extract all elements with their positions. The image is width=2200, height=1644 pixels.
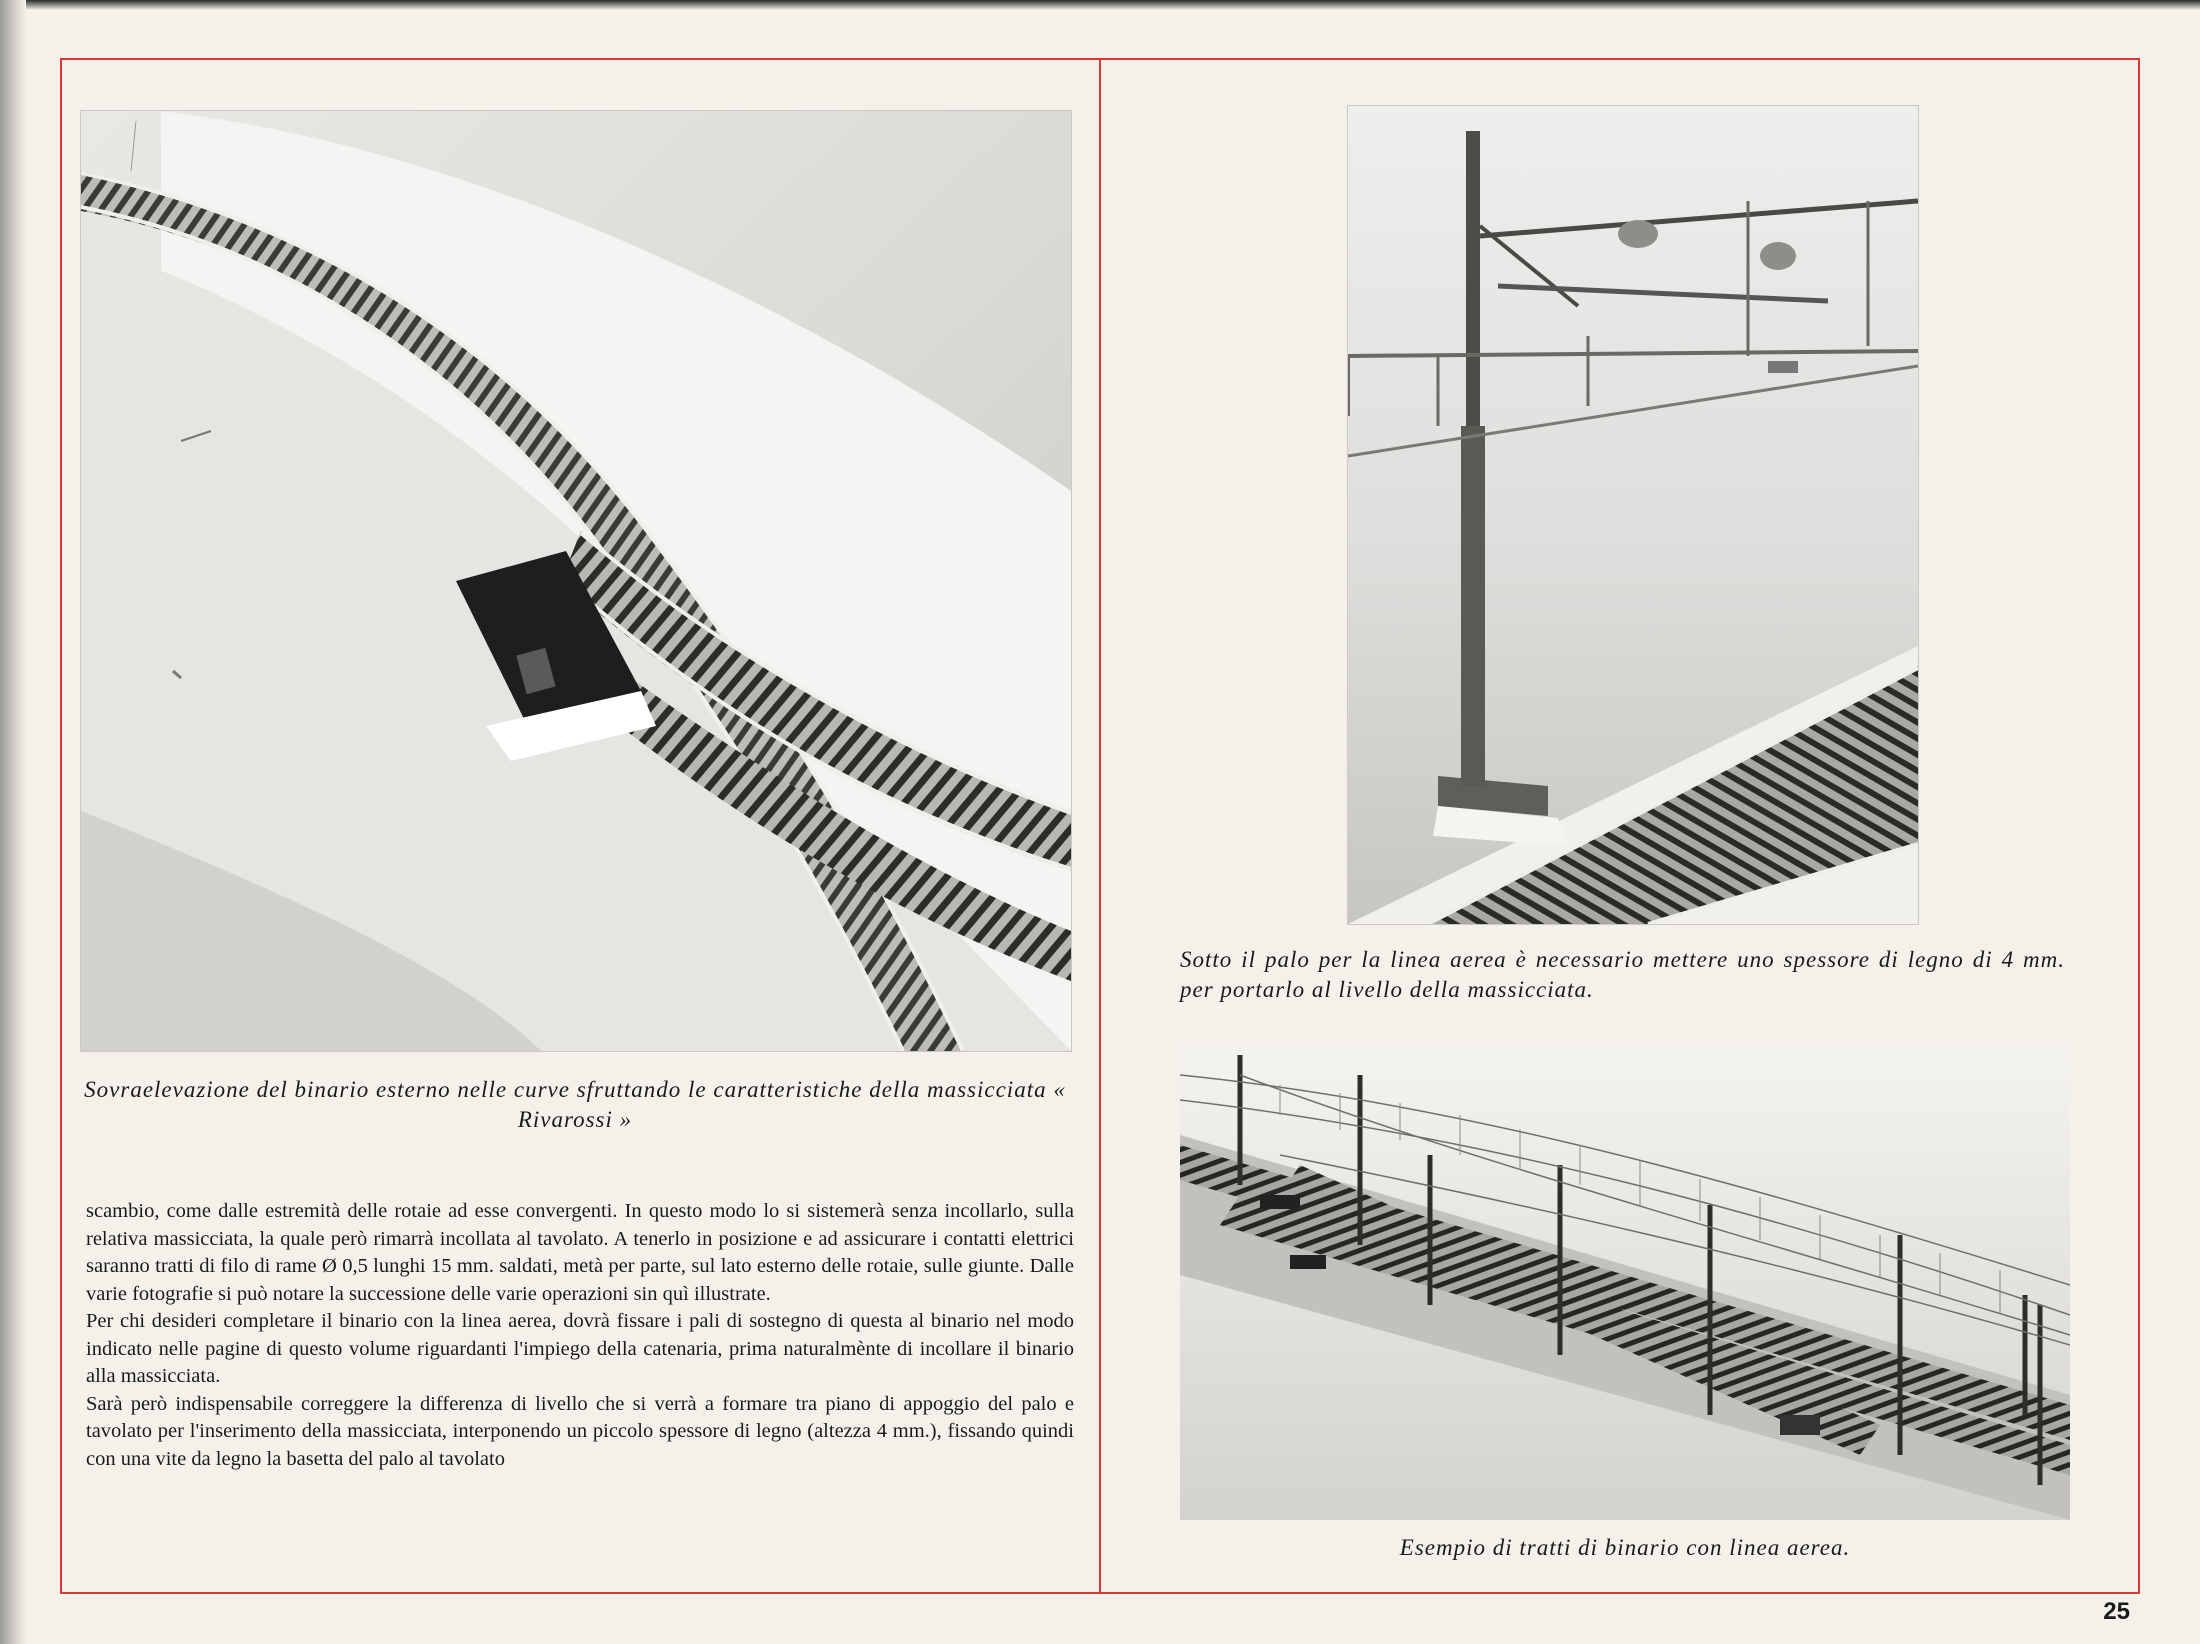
caption-right-bottom-photo: Esempio di tratti di binario con linea aerea. bbox=[1399, 1535, 1851, 1560]
caption-left-photo: Sovraelevazione del binario esterno nelle curve sfruttando le caratteristiche della massicciata « Rivarossi » bbox=[84, 1077, 1066, 1132]
body-paragraph: Per chi desideri completare il binario con la linea aerea, dovrà fissare i pali di sostegno di questa al binario nel modo indicato nelle pagine di questo volume riguardanti l'impiego della catenaria, prima naturalmènte di incollare il binario alla massicciata. bbox=[86, 1310, 1074, 1387]
photo-catenary-mast bbox=[1347, 105, 1919, 925]
book-spine-shadow bbox=[0, 0, 26, 1644]
caption-right-top-photo: Sotto il palo per la linea aerea è necessario mettere uno spessore di legno di 4 mm. per portarlo al livello della massicciata. bbox=[1180, 947, 2065, 1002]
photo-track-with-overhead-line bbox=[1180, 1045, 2070, 1520]
body-paragraph: Sarà però indispensabile correggere la differenza di livello che si verrà a formare tra piano di appoggio del palo e tavolato per l'inserimento della massicciata, interponendo un piccolo spessore di legno (altezza 4 mm.), fissando quindi con una vite da legno la basetta del palo al tavolato bbox=[86, 1392, 1074, 1470]
body-text bbox=[86, 1198, 1074, 1473]
photo-track-superelevation bbox=[80, 110, 1072, 1052]
page-top-edge bbox=[0, 0, 2200, 10]
body-paragraph: scambio, come dalle estremità delle rotaie ad esse convergenti. In questo modo lo si sistemerà senza incollarlo, sulla relativa massicciata, la quale però rimarrà incollata al tavolato. A tenerlo in posizione e ad assicurare i contatti elettrici saranno tratti di filo di rame Ø 0,5 lunghi 15 mm. saldati, metà per parte, sul lato esterno delle rotaie, sulle giunte. Dalle varie fotografie si può notare la successione delle varie operazioni sin quì illustrate. bbox=[86, 1200, 1074, 1305]
column-divider bbox=[1099, 60, 1101, 1592]
page-number: 25 bbox=[2103, 1598, 2130, 1625]
